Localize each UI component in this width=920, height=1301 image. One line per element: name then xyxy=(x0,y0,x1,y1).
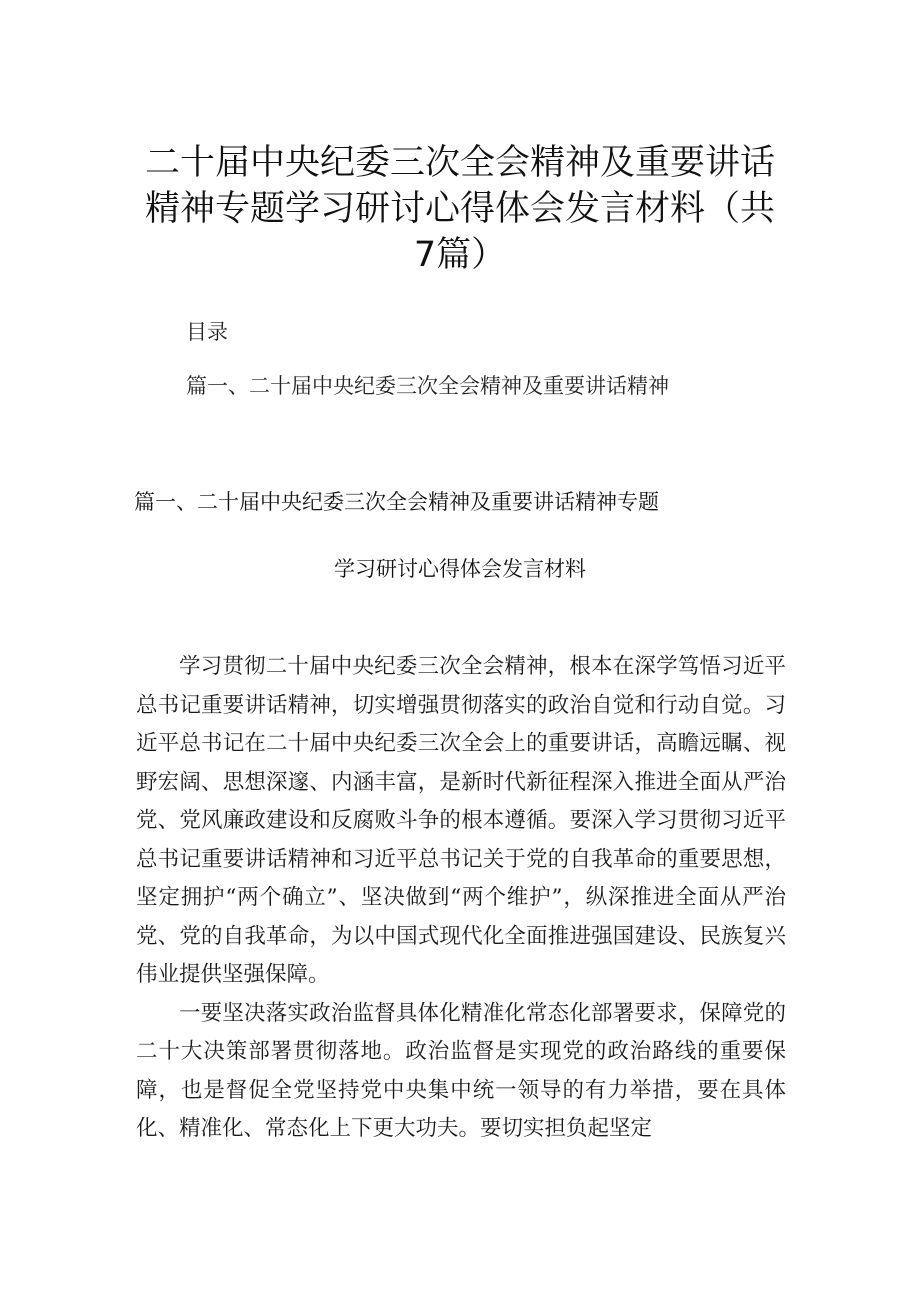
paragraph: 一要坚决落实政治监督具体化精准化常态化部署要求，保障党的二十大决策部署贯彻落地。政治监督是实现党的政治路线的重要保障，也是督促全党坚持党中央集中统一领导的有力举措，要在具体化、精准化、常态化上下更大功夫。要切实担负起坚定 xyxy=(136,1000,786,1141)
paragraph: 学习贯彻二十届中央纪委三次全会精神，根本在深学笃悟习近平总书记重要讲话精神，切实增强贯彻落实的政治自觉和行动自觉。习近平总书记在二十届中央纪委三次全会上的重要讲话，高瞻远瞩、视野宏阔、思想深邃、内涵丰富，是新时代新征程深入推进全面从严治党、党风廉政建设和反腐败斗争的根本遵循。要深入学习贯彻习近平总书记重要讲话精神和习近平总书记关于党的自我革命的重要思想，坚定拥护“两个确立”、坚决做到“两个维护”，纵深推进全面从严治党、党的自我革命，为以中国式现代化全面推进强国建设、民族复兴伟业提供坚强保障。 xyxy=(136,654,786,987)
document-title: 二十届中央纪委三次全会精神及重要讲话精神专题学习研讨心得体会发言材料（共7篇） xyxy=(144,143,775,275)
toc-item[interactable]: 篇一、二十届中央纪委三次全会精神及重要讲话精神 xyxy=(186,374,669,398)
section-heading: 篇一、二十届中央纪委三次全会精神及重要讲话精神专题 xyxy=(134,490,659,514)
toc-label: 目录 xyxy=(186,320,228,344)
section-subheading: 学习研讨心得体会发言材料 xyxy=(334,557,586,581)
body-text xyxy=(136,648,786,1149)
